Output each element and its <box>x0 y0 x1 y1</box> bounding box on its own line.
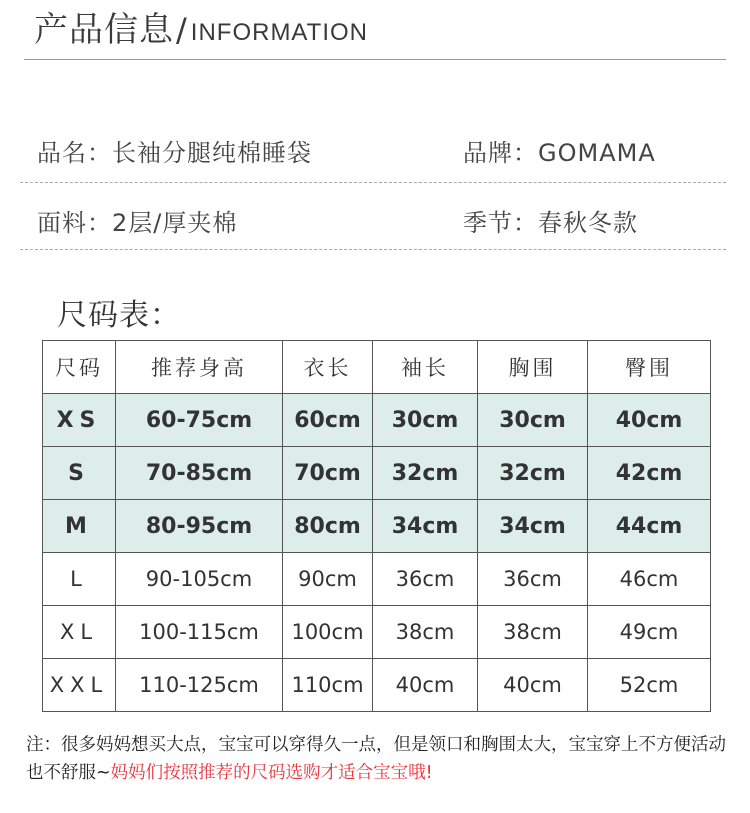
table-cell: 70cm <box>283 447 373 500</box>
info-divider-1 <box>20 182 726 183</box>
table-cell: 30cm <box>373 394 478 447</box>
size-cell: S <box>43 447 116 500</box>
size-cell: XL <box>43 606 116 659</box>
header-divider <box>24 59 726 60</box>
product-name: 品名：长袖分腿纯棉睡袋 <box>37 139 312 167</box>
size-chart-title: 尺码表： <box>57 298 181 333</box>
section-title-en: INFORMATION <box>190 19 368 46</box>
table-cell: 32cm <box>478 447 588 500</box>
table-row <box>43 606 711 659</box>
table-row <box>43 659 711 712</box>
table-cell: 42cm <box>588 447 711 500</box>
table-cell: 90-105cm <box>116 553 283 606</box>
size-cell: XXL <box>43 659 116 712</box>
table-cell: 80-95cm <box>116 500 283 553</box>
table-cell: 40cm <box>373 659 478 712</box>
table-cell: 52cm <box>588 659 711 712</box>
info-row-1 <box>20 133 726 173</box>
table-cell: 40cm <box>478 659 588 712</box>
size-cell: L <box>43 553 116 606</box>
table-cell: 49cm <box>588 606 711 659</box>
size-note <box>26 731 731 787</box>
fabric: 面料：2层/厚夹棉 <box>37 209 238 237</box>
table-cell: 90cm <box>283 553 373 606</box>
note-text: 注：很多妈妈想买大点，宝宝可以穿得久一点，但是领口和胸围太大，宝宝穿上不方便活动也不舒服~ <box>26 735 726 783</box>
info-divider-2 <box>20 249 726 250</box>
table-cell: 110-125cm <box>116 659 283 712</box>
table-cell: 110cm <box>283 659 373 712</box>
header-cell: 胸围 <box>478 341 588 394</box>
table-cell: 32cm <box>373 447 478 500</box>
table-cell: 100cm <box>283 606 373 659</box>
table-cell: 40cm <box>588 394 711 447</box>
note-highlight: 妈妈们按照推荐的尺码选购才适合宝宝哦! <box>110 763 433 783</box>
table-cell: 60-75cm <box>116 394 283 447</box>
size-table <box>42 340 711 712</box>
season: 季节：春秋冬款 <box>463 209 638 237</box>
table-cell: 36cm <box>373 553 478 606</box>
table-cell: 30cm <box>478 394 588 447</box>
section-header <box>34 10 368 50</box>
table-row <box>43 500 711 553</box>
info-row-2 <box>20 203 726 243</box>
table-cell: 80cm <box>283 500 373 553</box>
header-cell: 袖长 <box>373 341 478 394</box>
header-cell: 尺码 <box>43 341 116 394</box>
table-cell: 44cm <box>588 500 711 553</box>
header-cell: 臀围 <box>588 341 711 394</box>
table-cell: 34cm <box>478 500 588 553</box>
table-cell: 70-85cm <box>116 447 283 500</box>
header-cell: 推荐身高 <box>116 341 283 394</box>
section-title-cn: 产品信息 <box>34 10 174 50</box>
title-slash: / <box>176 11 187 49</box>
table-cell: 38cm <box>373 606 478 659</box>
table-cell: 38cm <box>478 606 588 659</box>
table-row <box>43 553 711 606</box>
table-cell: 36cm <box>478 553 588 606</box>
table-cell: 100-115cm <box>116 606 283 659</box>
table-header-row <box>43 341 711 394</box>
table-cell: 60cm <box>283 394 373 447</box>
table-row <box>43 394 711 447</box>
brand: 品牌：GOMAMA <box>463 139 656 167</box>
header-cell: 衣长 <box>283 341 373 394</box>
table-row <box>43 447 711 500</box>
table-cell: 46cm <box>588 553 711 606</box>
table-cell: 34cm <box>373 500 478 553</box>
size-cell: M <box>43 500 116 553</box>
size-cell: XS <box>43 394 116 447</box>
